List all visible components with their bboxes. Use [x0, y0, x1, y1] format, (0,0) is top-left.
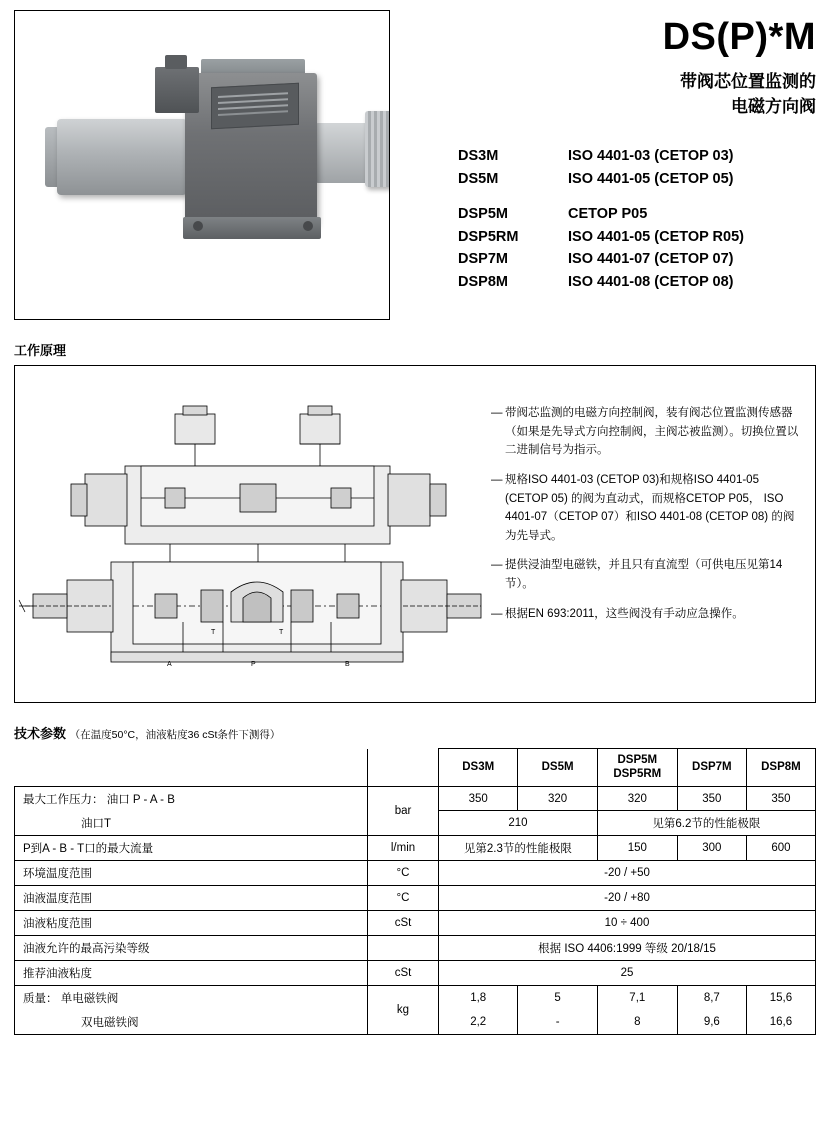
product-photo	[14, 10, 390, 320]
product-photo-image	[15, 11, 389, 319]
photo-shape-bolt	[193, 221, 203, 231]
model-standard	[568, 168, 734, 190]
table-row	[15, 986, 816, 1011]
row-label-mass-single: 质量： 单电磁铁阀	[15, 986, 368, 1011]
row-label-contamination: 油液允许的最高污染等级	[15, 936, 368, 961]
model-code: DSP8M	[458, 273, 508, 290]
bullet-dash: —	[491, 473, 503, 486]
table-row	[15, 786, 816, 811]
table-row	[15, 911, 816, 936]
cell-dsp8m: 350	[746, 786, 815, 811]
photo-shape-knob	[365, 111, 390, 187]
bullet-text: 规格ISO 4401-03 (CETOP 03)和规格ISO 4401-05 (CETOP 05) 的阀为直动式，而规格CETOP P05， ISO 4401-07（CETOP 07）和ISO 4401-08 (CETOP 08) 的阀为先导式。	[505, 473, 795, 542]
row-unit-celsius: °C	[368, 886, 439, 911]
title-column	[390, 10, 816, 320]
model-standard-text: ISO 4401-03	[568, 148, 651, 165]
model-list	[458, 145, 816, 293]
row-label-fluid-temp: 油液温度范围	[15, 886, 368, 911]
cell-flow-dsp7m: 300	[677, 836, 746, 861]
row-label-recommended-viscosity: 推荐油液粘度	[15, 961, 368, 986]
cell-mass-double-ds5m: -	[518, 1010, 597, 1035]
principle-bullet	[491, 605, 801, 624]
row-unit-bar: bar	[368, 786, 439, 836]
principle-bullet	[491, 404, 801, 460]
model-standard	[568, 226, 744, 248]
model-standard	[568, 145, 734, 167]
bullet-text: 根据EN 693:2011，这些阀没有手动应急操作。	[505, 607, 744, 620]
cell-fluid-temp: -20 / +80	[439, 886, 816, 911]
svg-text:A: A	[167, 661, 172, 668]
col-header-dsp5m-line2: DSP5RM	[613, 768, 662, 781]
model-standard	[568, 271, 734, 293]
cell-ds5m: 320	[518, 786, 597, 811]
model-standard-paren: (CETOP 03)	[654, 148, 734, 165]
cell-ds3m: 350	[439, 786, 518, 811]
row-unit-cst: cSt	[368, 961, 439, 986]
row-label-max-flow: P到A - B - T口的最大流量	[15, 836, 368, 861]
model-standard-text: ISO 4401-07	[568, 251, 651, 268]
header-section	[0, 0, 830, 320]
model-standard-paren: (CETOP R05)	[654, 228, 744, 245]
row-unit-kg: kg	[368, 986, 439, 1035]
cell-contamination: 根据 ISO 4406:1999 等级 20/18/15	[439, 936, 816, 961]
photo-shape-solenoid-right	[315, 123, 369, 183]
tech-heading	[14, 723, 830, 742]
col-header-ds5m: DS5M	[518, 749, 597, 787]
cell-recommended-viscosity: 25	[439, 961, 816, 986]
table-row	[15, 836, 816, 861]
cell-t-pressure-right: 见第6.2节的性能极限	[597, 811, 815, 836]
cell-ambient-temp: -20 / +50	[439, 861, 816, 886]
principle-bullet	[491, 556, 801, 593]
row-unit-cst: cSt	[368, 911, 439, 936]
bullet-dash: —	[491, 407, 503, 419]
model-standard-text: ISO 4401-05	[568, 228, 651, 245]
valve-cross-section-svg	[15, 366, 485, 702]
model-row	[458, 248, 816, 270]
cell-viscosity-range: 10 ÷ 400	[439, 911, 816, 936]
row-label-mass-double: 双电磁铁阀	[15, 1010, 368, 1035]
model-standard-paren: (CETOP 08)	[654, 273, 734, 290]
cell-dsp7m: 350	[677, 786, 746, 811]
row-label-viscosity-range: 油液粘度范围	[15, 911, 368, 936]
photo-shape-sensor-top	[165, 55, 187, 69]
model-standard-text: ISO 4401-08	[568, 273, 651, 290]
page-subtitle-line1: 带阀芯位置监测的	[680, 72, 816, 91]
row-unit-celsius: °C	[368, 861, 439, 886]
row-label-max-pressure-t: 油口T	[15, 811, 368, 836]
cell-mass-single-ds5m: 5	[518, 986, 597, 1011]
model-row	[458, 203, 816, 225]
row-label-ambient-temp: 环境温度范围	[15, 861, 368, 886]
table-row	[15, 936, 816, 961]
cell-mass-single-ds3m: 1,8	[439, 986, 518, 1011]
page-subtitle	[416, 70, 816, 119]
cell-mass-single-dsp5m: 7,1	[597, 986, 677, 1011]
model-row	[458, 226, 816, 248]
photo-shape-solenoid-left	[57, 119, 187, 195]
svg-text:B: B	[345, 661, 350, 668]
model-code: DS3M	[458, 148, 499, 165]
svg-text:T: T	[279, 629, 284, 636]
cell-mass-double-dsp7m: 9,6	[677, 1010, 746, 1035]
page-subtitle-line2: 电磁方向阀	[731, 96, 816, 116]
table-row	[15, 886, 816, 911]
row-unit-none	[368, 936, 439, 961]
col-header-dsp5m	[597, 749, 677, 787]
model-code: DSP5M	[458, 206, 508, 223]
table-row	[15, 861, 816, 886]
model-code: DS5M	[458, 170, 499, 187]
col-header-dsp8m: DSP8M	[746, 749, 815, 787]
model-code: DSP5RM	[458, 228, 519, 245]
cell-mass-single-dsp8m: 15,6	[746, 986, 815, 1011]
bullet-text: 带阀芯监测的电磁方向控制阀，装有阀芯位置监测传感器（如果是先导式方向控制阀，主阀芯被监测）。切换位置以二进制信号为指示。	[505, 407, 799, 457]
row-label-max-pressure-pab: 最大工作压力： 油口 P - A - B	[15, 786, 368, 811]
sectional-drawing	[15, 366, 485, 702]
photo-shape-sensor	[155, 67, 199, 113]
photo-shape-bolt	[303, 221, 313, 231]
cell-dsp5m: 320	[597, 786, 677, 811]
model-row	[458, 271, 816, 293]
tech-table	[14, 748, 816, 1035]
col-header-ds3m: DS3M	[439, 749, 518, 787]
cell-flow-dsp5m: 150	[597, 836, 677, 861]
principle-box	[14, 365, 816, 703]
bullet-text: 提供浸油型电磁铁，并且只有直流型（可供电压见第14节）。	[505, 559, 783, 590]
model-standard-paren: (CETOP 07)	[654, 251, 734, 268]
row-unit-lmin: l/min	[368, 836, 439, 861]
tech-heading-note: （在温度50°C，油液粘度36 cSt条件下测得）	[69, 729, 281, 741]
header-blank-label	[15, 749, 368, 787]
principle-bullets	[485, 366, 815, 702]
model-standard	[568, 203, 647, 225]
model-standard	[568, 248, 734, 270]
cell-flow-dsp8m: 600	[746, 836, 815, 861]
principle-bullet	[491, 471, 801, 546]
svg-text:P: P	[251, 661, 256, 668]
cell-mass-single-dsp7m: 8,7	[677, 986, 746, 1011]
cell-mass-double-dsp5m: 8	[597, 1010, 677, 1035]
model-code: DSP7M	[458, 251, 508, 268]
table-row	[15, 961, 816, 986]
photo-shape-base	[183, 217, 321, 239]
model-row	[458, 168, 816, 190]
cell-flow-ds3m-ds5m: 见第2.3节的性能极限	[439, 836, 598, 861]
table-header-row	[15, 749, 816, 787]
bullet-dash: —	[491, 607, 503, 620]
header-blank-unit	[368, 749, 439, 787]
bullet-dash: —	[491, 559, 503, 572]
col-header-dsp7m: DSP7M	[677, 749, 746, 787]
tech-heading-text: 技术参数	[14, 726, 67, 741]
svg-text:T: T	[211, 629, 216, 636]
model-standard-text: ISO 4401-05	[568, 170, 651, 187]
cell-mass-double-dsp8m: 16,6	[746, 1010, 815, 1035]
model-standard-paren: (CETOP 05)	[654, 170, 734, 187]
principle-heading: 工作原理	[14, 343, 67, 358]
cell-mass-double-ds3m: 2,2	[439, 1010, 518, 1035]
model-list-gap	[458, 190, 816, 203]
col-header-dsp5m-line1: DSP5M	[617, 754, 658, 766]
photo-shape-nameplate	[211, 83, 299, 130]
page-title: DS(P)*M	[662, 16, 816, 58]
model-row	[458, 145, 816, 167]
cell-t-pressure-left: 210	[439, 811, 598, 836]
tech-table-wrap	[14, 748, 816, 1035]
model-standard-text: CETOP P05	[568, 206, 648, 223]
